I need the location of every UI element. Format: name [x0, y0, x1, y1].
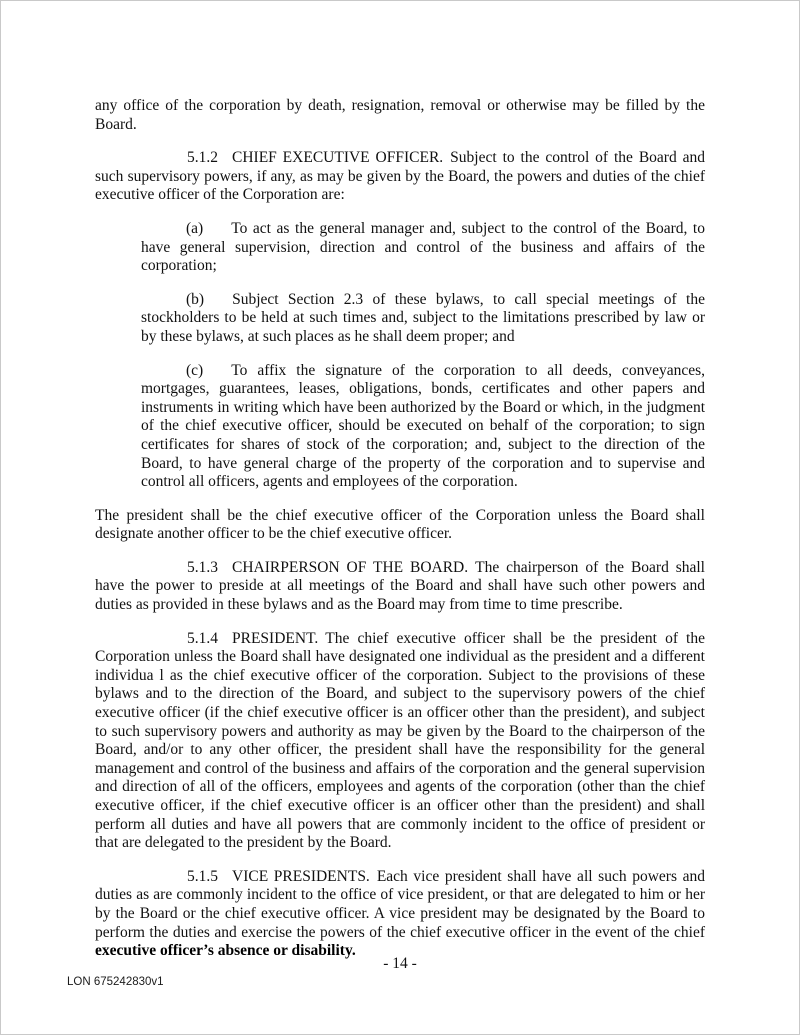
section-5-1-4	[95, 630, 705, 853]
section-number: 5.1.2	[187, 149, 218, 167]
section-body: The chairperson of the Board shall have the power to preside at all meetings of the Board and shall have such other powers and duties as provided in these bylaws and as the Board may from time to time prescribe.	[95, 558, 705, 614]
section-heading: CHIEF EXECUTIVE OFFICER.	[232, 149, 444, 167]
section-body: The chief executive officer shall be the president of the Corporation unless the Board shall have designated one individual as the president and a different individua l as the chief executive officer of the corporation. Subject to the provisions of these bylaws and to the direction of the Board, and subject to the supervisory powers of the chief executive officer (if the chief executive officer is an officer other than the president), and subject to such supervisory powers and authority as may be given by the Board to the chairperson of the Board, and/or to any other officer, the president shall have the responsibility for the general management and control of the business and affairs of the corporation and the general supervision and direction of all of the officers, employees and agents of the corporation (other than the chief executive officer, if the chief executive officer is an officer other than the president) and shall perform all duties and have all powers that are commonly incident to the office of president or that are delegated to the president by the Board.	[95, 629, 705, 852]
list-item-body: Subject Section 2.3 of these bylaws, to call special meetings of the stockholders to be held at such times and, subject to the limitations prescribed by law or by these bylaws, at such places as he shall deem proper; and	[141, 290, 705, 345]
document-id-stamp: LON 675242830v1	[67, 976, 164, 988]
paragraph-continuation	[95, 97, 705, 134]
page-number: - 14 -	[383, 955, 417, 972]
list-item-label: (c)	[186, 361, 204, 379]
section-number: 5.1.4	[187, 629, 218, 647]
list-item-b	[141, 291, 705, 347]
section-heading: PRESIDENT.	[232, 629, 319, 647]
section-body: Each vice president shall have all such powers and duties as are commonly incident to the office of vice president, or that are delegated to him or her by the Board or the chief executive officer. A vice president may be designated by the Board to perform the duties and exercise the powers of the chief executive officer in the event of the chief	[95, 867, 705, 941]
section-5-1-5	[95, 868, 705, 961]
section-5-1-2	[95, 149, 705, 205]
paragraph-president-note	[95, 507, 705, 544]
list-item-a	[141, 220, 705, 276]
paragraph-continuation-text: any office of the corporation by death, resignation, removal or otherwise may be filled by the Board.	[95, 97, 705, 133]
section-5-1-3	[95, 559, 705, 615]
list-item-c	[141, 362, 705, 492]
list-item-body: To affix the signature of the corporation to all deeds, conveyances, mortgages, guarantees, leases, obligations, bonds, certificates and other papers and instruments in writing which have been authorized by the Board or which, in the judgment of the chief executive officer, should be executed on behalf of the corporation; to sign certificates for shares of stock of the corporation; and, subject to the direction of the Board, to have general charge of the property of the corporation and to supervise and control all officers, agents and employees of the corporation.	[141, 361, 705, 491]
section-heading: CHAIRPERSON OF THE BOARD.	[232, 558, 469, 576]
list-item-body: To act as the general manager and, subject to the control of the Board, to have general supervision, direction and control of the business and affairs of the corporation;	[141, 219, 705, 275]
paragraph-president-note-text: The president shall be the chief executive officer of the Corporation unless the Board shall designate another officer to be the chief executive officer.	[95, 506, 705, 543]
section-body: Subject to the control of the Board and such supervisory powers, if any, as may be given by the Board, the powers and duties of the chief executive officer of the Corporation are:	[95, 149, 705, 204]
document-content	[95, 97, 705, 961]
section-body-emphasis: executive officer’s absence or disability.	[95, 942, 356, 960]
section-number: 5.1.5	[187, 867, 218, 885]
section-number: 5.1.3	[187, 558, 218, 576]
section-heading: VICE PRESIDENTS.	[232, 867, 370, 885]
list-item-label: (a)	[186, 219, 204, 237]
list-item-label: (b)	[186, 290, 205, 308]
